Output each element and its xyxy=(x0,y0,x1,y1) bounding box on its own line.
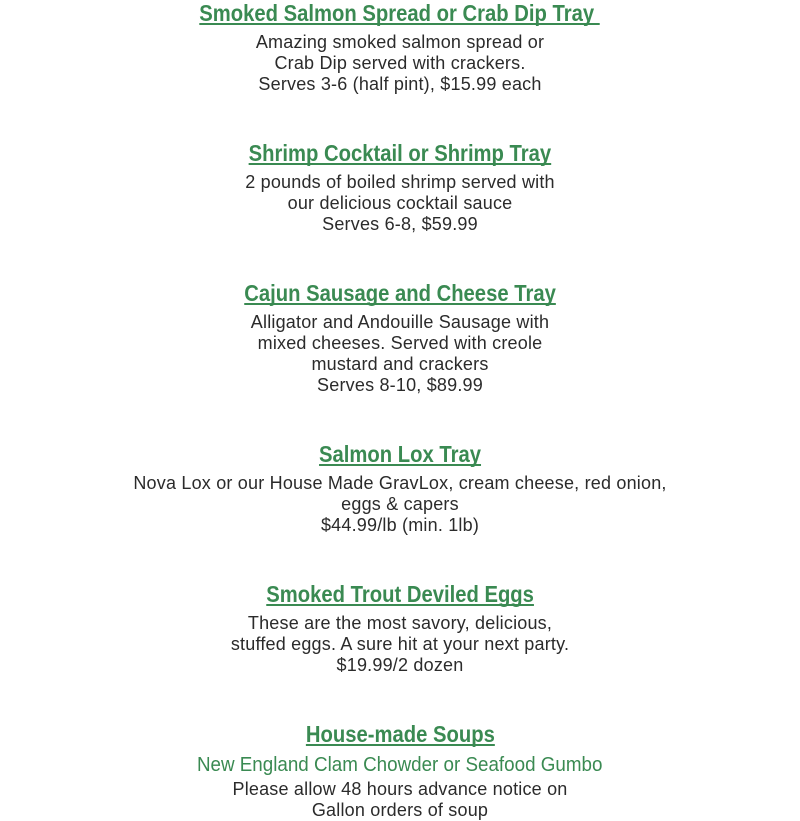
menu-item-description xyxy=(0,312,800,396)
menu-item-subtitle xyxy=(0,753,800,777)
menu-item-title xyxy=(0,280,800,306)
menu-item-description xyxy=(0,613,800,676)
menu-item-title xyxy=(0,441,800,467)
menu-item-title xyxy=(0,0,800,26)
menu-item-title-text: Cajun Sausage and Cheese Tray xyxy=(244,280,556,306)
menu-item-subtitle-text: New England Clam Chowder or Seafood Gumbo xyxy=(197,754,603,776)
menu-item-description-line: stuffed eggs. A sure hit at your next party. xyxy=(230,634,570,654)
menu-item-description-line: 2 pounds of boiled shrimp served with xyxy=(245,172,555,192)
menu-section xyxy=(0,581,800,676)
menu-item-description-line: our delicious cocktail sauce xyxy=(287,193,513,213)
menu-item-description-line: Amazing smoked salmon spread or xyxy=(255,32,545,52)
menu-item-title-text: House-made Soups xyxy=(305,721,495,747)
menu-item-description-line: $19.99/2 dozen xyxy=(336,655,464,675)
menu-item-description-line: Please allow 48 hours advance notice on xyxy=(232,779,568,799)
menu-item-description-line: Serves 8-10, $89.99 xyxy=(317,375,483,395)
menu-item-description-line: $44.99/lb (min. 1lb) xyxy=(320,515,480,535)
menu-section xyxy=(0,441,800,536)
menu-section xyxy=(0,280,800,396)
menu-section xyxy=(0,140,800,235)
menu-item-description-line: mustard and crackers xyxy=(311,354,489,374)
menu-item-title-text: Shrimp Cocktail or Shrimp Tray xyxy=(248,140,552,166)
menu-item-description-line: Gallon orders of soup xyxy=(311,800,489,820)
menu-item-title-text: Smoked Trout Deviled Eggs xyxy=(266,581,534,607)
menu-section xyxy=(0,721,800,821)
menu-item-title xyxy=(0,140,800,166)
menu-item-description-line: Alligator and Andouille Sausage with xyxy=(250,312,550,332)
menu-item-title-text: Smoked Salmon Spread or Crab Dip Tray xyxy=(199,0,601,26)
menu-item-description-line: Serves 6-8, $59.99 xyxy=(322,214,478,234)
menu-item-description-line: eggs & capers xyxy=(341,494,459,514)
menu-item-description-line: Serves 3-6 (half pint), $15.99 each xyxy=(258,74,542,94)
menu-item-description-line: Crab Dip served with crackers. xyxy=(274,53,526,73)
menu-item-description xyxy=(0,172,800,235)
menu-item-title-text: Salmon Lox Tray xyxy=(319,441,481,467)
menu-item-description-line: mixed cheeses. Served with creole xyxy=(257,333,543,353)
menu-item-description-line: These are the most savory, delicious, xyxy=(247,613,553,633)
menu-item-description-line: Nova Lox or our House Made GravLox, cream cheese, red onion, xyxy=(133,473,667,493)
menu-item-title xyxy=(0,721,800,747)
menu-item-title xyxy=(0,581,800,607)
menu-item-description xyxy=(0,32,800,95)
menu-item-description xyxy=(0,779,800,821)
menu-section xyxy=(0,0,800,95)
menu-item-description xyxy=(0,473,800,536)
